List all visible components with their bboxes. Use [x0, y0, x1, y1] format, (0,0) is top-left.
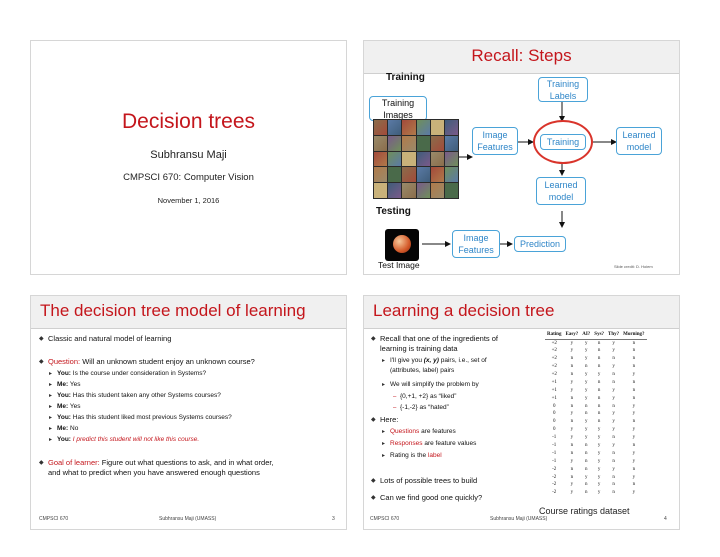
table-cell: 0	[552, 427, 556, 433]
presentation-date: November 1, 2016	[157, 196, 220, 205]
table-cell: y	[570, 490, 574, 496]
table-cell: y	[632, 450, 636, 456]
presentation-title: Decision trees	[121, 110, 256, 133]
table-cell: n	[632, 348, 636, 354]
table-cell: y	[585, 379, 588, 385]
dialog-you-2: ▸ You: Has this student taken any other Systems courses?	[57, 391, 221, 401]
table-cell: +2	[551, 364, 557, 370]
table-header-cell: Morning?	[621, 330, 646, 339]
table-row	[545, 457, 647, 465]
slide-recall-steps	[363, 40, 680, 275]
course-name: CMPSCI 670: Computer Vision	[123, 172, 254, 183]
thumbnail-tile	[374, 136, 387, 151]
table-cell: y	[570, 387, 574, 393]
table-cell: y	[597, 466, 601, 472]
bullet-classic-model: ◆ Classic and natural model of learning	[48, 334, 171, 344]
thumbnail-tile	[431, 120, 444, 135]
dialog-me-2: ▸ Me: Yes	[57, 402, 81, 412]
table-cell: n	[570, 419, 574, 425]
table-cell: n	[632, 466, 636, 472]
dialog-you-1: ▸ You: Is the course under consideration in Systems?	[57, 369, 206, 379]
course-ratings-table	[545, 330, 647, 497]
title-bar	[364, 296, 679, 329]
author-name: Subhransu Maji	[150, 149, 227, 161]
table-cell: y	[597, 427, 601, 433]
test-image-label: Test Image	[378, 260, 420, 270]
table-cell: n	[597, 379, 601, 385]
table-header-cell: Sys?	[592, 330, 606, 339]
table-cell: n	[585, 466, 588, 472]
table-cell: n	[585, 364, 588, 370]
footer-course: CMPSCI 670	[370, 516, 400, 522]
table-cell: -1	[552, 458, 557, 464]
bullet-lots-of-trees: ◆ Lots of possible trees to build	[380, 476, 477, 486]
table-cell: y	[585, 474, 588, 480]
table-cell: y	[585, 372, 588, 377]
table-cell: y	[585, 435, 588, 441]
footer-author: Subhransu Maji (UMASS)	[490, 516, 548, 522]
table-cell: n	[632, 364, 636, 370]
table-cell: n	[612, 356, 615, 362]
testing-heading: Testing	[376, 206, 411, 217]
table-cell: y	[570, 458, 574, 464]
table-cell: +2	[551, 348, 557, 354]
bullet-here: ◆ Here:	[380, 415, 398, 425]
table-cell: y	[585, 348, 588, 354]
prediction-box: Prediction	[514, 236, 566, 252]
slide-credit: Slide credit: D. Hoiem	[614, 264, 653, 269]
thumbnail-tile	[402, 152, 415, 167]
table-row	[545, 418, 647, 426]
thumbnail-tile	[402, 120, 415, 135]
thumbnail-tile	[374, 120, 387, 135]
table-cell: -1	[552, 450, 557, 456]
table-header-cell: Easy?	[563, 330, 580, 339]
table-cell: +1	[551, 379, 557, 385]
table-caption: Course ratings dataset	[539, 506, 630, 516]
slide-title: Recall: Steps	[471, 46, 572, 65]
table-cell: +2	[551, 340, 557, 346]
table-cell: y	[597, 372, 601, 377]
learned-model-box-test: Learned model	[536, 177, 586, 205]
thumbnail-tile	[388, 183, 401, 198]
table-row	[545, 481, 647, 489]
table-row	[545, 442, 647, 450]
table-cell: n	[612, 450, 615, 456]
thumbnail-tile	[445, 136, 458, 151]
table-cell: +2	[551, 372, 557, 377]
thumbnail-tile	[417, 167, 430, 182]
table-cell: -2	[552, 466, 557, 472]
table-cell: n	[585, 450, 588, 456]
table-cell: n	[612, 372, 615, 377]
thumbnail-tile	[402, 167, 415, 182]
table-row	[545, 426, 647, 434]
table-cell: n	[570, 403, 574, 409]
thumbnail-tile	[417, 183, 430, 198]
table-cell: y	[597, 482, 601, 488]
table-row	[545, 394, 647, 402]
table-cell: y	[612, 466, 615, 472]
table-cell: y	[632, 411, 636, 417]
slide-learning-decision-tree	[363, 295, 680, 530]
table-cell: n	[570, 450, 574, 456]
table-cell: y	[585, 356, 588, 362]
table-cell: y	[597, 450, 601, 456]
table-cell: n	[597, 419, 601, 425]
thumbnail-tile	[445, 183, 458, 198]
table-cell: y	[612, 427, 615, 433]
table-cell: n	[597, 348, 601, 354]
thumbnail-tile	[417, 152, 430, 167]
table-cell: n	[597, 403, 601, 409]
table-cell: n	[570, 356, 574, 362]
bullet-liked: – {0,+1, +2} as “liked”	[400, 392, 456, 402]
training-images-thumbnail	[373, 119, 459, 199]
table-cell: y	[570, 411, 574, 417]
footer-page-number: 3	[332, 516, 335, 522]
table-cell: y	[632, 490, 636, 496]
table-cell: y	[612, 348, 615, 354]
bullet-simplify: ▸ We will simplify the problem by	[390, 380, 479, 390]
thumbnail-tile	[417, 120, 430, 135]
table-cell: -2	[552, 490, 557, 496]
footer-author: Subhransu Maji (UMASS)	[159, 516, 217, 522]
table-row	[545, 347, 647, 355]
table-cell: y	[612, 395, 615, 401]
table-cell: y	[585, 427, 588, 433]
table-row	[545, 465, 647, 473]
table-cell: n	[597, 411, 601, 417]
table-cell: y	[632, 372, 636, 377]
table-cell: 0	[552, 419, 556, 425]
bullet-rating-label: ▸ Rating is the label	[390, 451, 442, 461]
table-header-cell: Rating	[545, 330, 563, 339]
table-cell: y	[597, 490, 601, 496]
thumbnail-tile	[388, 136, 401, 151]
thumbnail-tile	[431, 183, 444, 198]
table-cell: n	[585, 403, 588, 409]
table-cell: y	[585, 395, 588, 401]
table-cell: n	[612, 403, 615, 409]
thumbnail-tile	[388, 167, 401, 182]
thumbnail-tile	[402, 183, 415, 198]
table-cell: n	[585, 482, 588, 488]
table-cell: n	[570, 466, 574, 472]
table-cell: n	[632, 482, 636, 488]
table-row	[545, 449, 647, 457]
table-cell: -1	[552, 435, 557, 441]
slide-decision-tree-model	[30, 295, 347, 530]
slide-title: The decision tree model of learning	[40, 301, 306, 320]
bullet-find-good-one: ◆ Can we find good one quickly?	[380, 493, 482, 503]
footer-page-number: 4	[664, 516, 667, 522]
table-cell: n	[585, 411, 588, 417]
table-cell: y	[570, 482, 574, 488]
table-cell: n	[570, 364, 574, 370]
training-box: Training	[540, 134, 586, 150]
table-cell: n	[597, 387, 601, 393]
table-cell: y	[632, 458, 636, 464]
table-cell: n	[612, 490, 615, 496]
bullet-responses-values: ▸ Responses are feature values	[390, 439, 476, 449]
image-features-box-top: Image Features	[472, 127, 518, 155]
title-bar	[31, 296, 346, 329]
table-cell: n	[612, 458, 615, 464]
table-row	[545, 378, 647, 386]
learned-model-box-top: Learned model	[616, 127, 662, 155]
table-cell: y	[570, 340, 574, 346]
table-cell: y	[612, 411, 615, 417]
thumbnail-tile	[374, 167, 387, 182]
thumbnail-tile	[445, 152, 458, 167]
table-cell: y	[612, 340, 615, 346]
table-cell: 0	[552, 411, 556, 417]
table-cell: y	[597, 474, 601, 480]
table-cell: n	[632, 395, 636, 401]
table-row	[545, 386, 647, 394]
table-cell: n	[570, 395, 574, 401]
table-cell: y	[570, 379, 574, 385]
table-cell: y	[597, 435, 601, 441]
slide-title-page	[30, 40, 347, 275]
training-labels-box: Training Labels	[538, 77, 588, 102]
table-row	[545, 402, 647, 410]
training-images-box: Training Images	[369, 96, 427, 121]
table-cell: n	[612, 474, 615, 480]
footer-course: CMPSCI 670	[39, 516, 69, 522]
table-cell: n	[612, 379, 615, 385]
table-cell: n	[597, 364, 601, 370]
table-cell: -1	[552, 443, 557, 449]
thumbnail-tile	[388, 152, 401, 167]
table-cell: -2	[552, 474, 557, 480]
table-row	[545, 410, 647, 418]
table-cell: n	[585, 443, 588, 449]
table-row	[545, 489, 647, 497]
table-header-row	[545, 330, 647, 339]
thumbnail-tile	[388, 120, 401, 135]
table-cell: y	[570, 348, 574, 354]
bullet-questions-features: ▸ Questions are features	[390, 427, 456, 437]
table-cell: y	[597, 458, 601, 464]
table-cell: y	[632, 435, 636, 441]
thumbnail-tile	[431, 152, 444, 167]
table-header-cell: AI?	[580, 330, 592, 339]
dialog-me-3: ▸ Me: No	[57, 424, 78, 434]
table-row	[545, 339, 647, 347]
table-cell: n	[570, 474, 574, 480]
table-cell: 0	[552, 403, 556, 409]
thumbnail-tile	[374, 152, 387, 167]
table-cell: y	[585, 419, 588, 425]
thumbnail-tile	[402, 136, 415, 151]
thumbnail-tile	[431, 136, 444, 151]
table-cell: n	[632, 340, 636, 346]
bullet-question: ◆ Question: Will an unknown student enjoy an unknown course?	[48, 357, 255, 367]
dialog-you-3: ▸ You: Has this student liked most previous Systems courses?	[57, 413, 232, 423]
table-cell: n	[597, 395, 601, 401]
table-cell: n	[632, 356, 636, 362]
table-cell: +1	[551, 395, 557, 401]
test-image-apple	[385, 229, 419, 261]
table-row	[545, 434, 647, 442]
dialog-you-4: ▸ You: I predict this student will not like this course.	[57, 435, 199, 445]
thumbnail-tile	[417, 136, 430, 151]
thumbnail-tile	[445, 120, 458, 135]
table-cell: n	[585, 458, 588, 464]
table-cell: n	[632, 419, 636, 425]
table-cell: n	[585, 490, 588, 496]
bullet-goal: ◆ Goal of learner: Figure out what questions to ask, and in what order, and what to predict when you have answered enough questions	[48, 458, 274, 478]
table-cell: y	[612, 419, 615, 425]
training-heading: Training	[386, 72, 425, 83]
slide-title: Learning a decision tree	[373, 301, 555, 320]
table-cell: y	[612, 364, 615, 370]
table-cell: +2	[551, 356, 557, 362]
table-cell: y	[632, 427, 636, 433]
thumbnail-tile	[431, 167, 444, 182]
bullet-hated: – {-1,-2} as “hated”	[400, 403, 449, 413]
table-cell: y	[597, 443, 601, 449]
table-row	[545, 355, 647, 363]
bullet-training-data: ◆ Recall that one of the ingredients of learning is training data	[380, 334, 498, 354]
table-row	[545, 371, 647, 379]
table-cell: y	[585, 387, 588, 393]
table-cell: y	[612, 387, 615, 393]
table-cell: n	[597, 340, 601, 346]
dialog-me-1: ▸ Me: Yes	[57, 380, 81, 390]
table-cell: n	[612, 435, 615, 441]
bullet-xy-pairs: ▸ I'll give you (x, y) pairs, i.e., set of (attributes, label) pairs	[390, 356, 487, 376]
table-cell: y	[632, 474, 636, 480]
table-cell: y	[570, 427, 574, 433]
table-cell: n	[632, 387, 636, 393]
table-cell: y	[632, 403, 636, 409]
table-row	[545, 473, 647, 481]
table-cell: y	[585, 340, 588, 346]
table-cell: n	[612, 482, 615, 488]
image-features-box-test: Image Features	[452, 230, 500, 258]
thumbnail-tile	[445, 167, 458, 182]
table-cell: +1	[551, 387, 557, 393]
table-row	[545, 363, 647, 371]
table-header-cell: Thy?	[606, 330, 621, 339]
table-cell: n	[597, 356, 601, 362]
table-cell: y	[570, 435, 574, 441]
table-cell: y	[612, 443, 615, 449]
table-cell: n	[570, 372, 574, 377]
thumbnail-tile	[374, 183, 387, 198]
table-cell: n	[632, 379, 636, 385]
table-cell: n	[632, 443, 636, 449]
table-cell: n	[570, 443, 574, 449]
table-cell: -2	[552, 482, 557, 488]
